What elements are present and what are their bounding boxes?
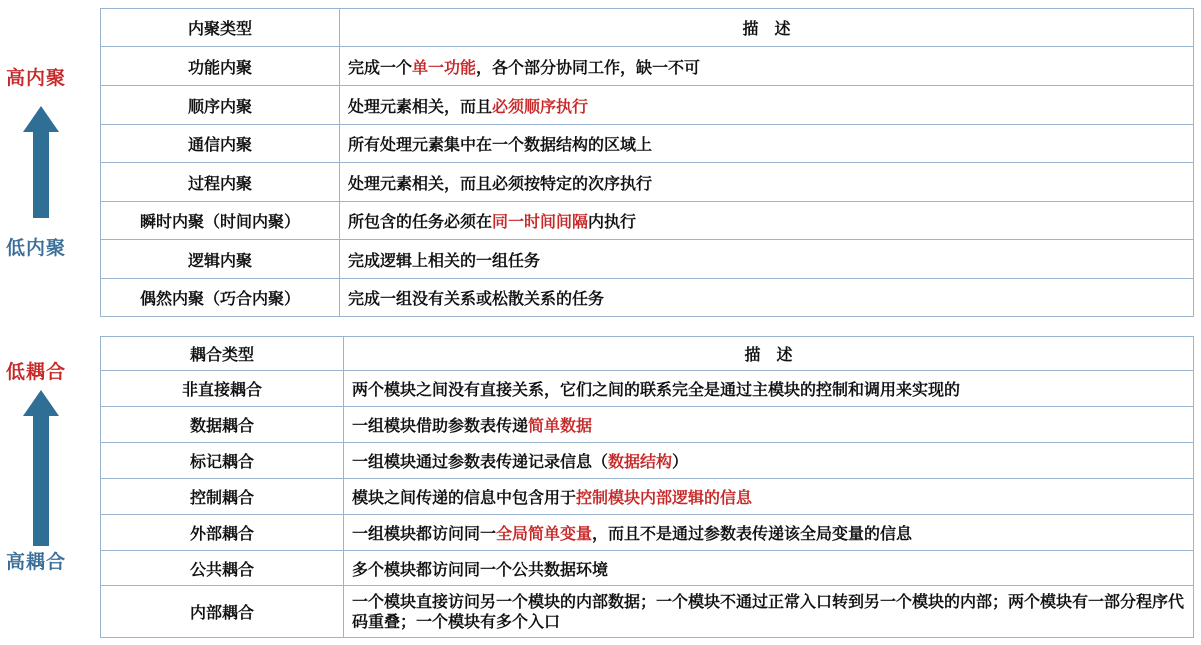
highlighted-text: 必须顺序执行 <box>492 96 589 116</box>
row-type-cell: 公共耦合 <box>101 551 344 586</box>
coupling-table <box>100 336 1194 638</box>
desc-text: ） <box>672 452 689 471</box>
desc-text: 所包含的任务必须在 <box>348 212 493 231</box>
high-cohesion-label: 高内聚 <box>6 67 67 89</box>
table-row <box>101 47 1194 86</box>
row-desc-cell <box>344 479 1194 515</box>
row-type-cell: 逻辑内聚 <box>101 240 340 279</box>
highlighted-text: 单一功能 <box>412 57 477 77</box>
desc-text: 一组模块都访问同一 <box>352 524 497 543</box>
row-desc-cell <box>340 86 1194 125</box>
row-type-cell: 内部耦合 <box>101 586 344 638</box>
table-row <box>101 86 1194 125</box>
up-arrow-icon <box>11 104 71 219</box>
row-desc-cell <box>344 586 1194 638</box>
cohesion-desc-header: 描 述 <box>340 9 1194 47</box>
table-row <box>101 586 1194 638</box>
desc-text: 内执行 <box>588 212 637 231</box>
table-row <box>101 515 1194 551</box>
highlighted-text: 数据结构 <box>608 452 673 471</box>
highlighted-text: 简单数据 <box>528 416 593 435</box>
row-desc-cell <box>340 279 1194 317</box>
low-cohesion-label: 低内聚 <box>6 237 67 259</box>
row-desc-cell <box>344 443 1194 479</box>
row-type-cell: 外部耦合 <box>101 515 344 551</box>
row-type-cell: 标记耦合 <box>101 443 344 479</box>
table-row <box>101 479 1194 515</box>
desc-text: 完成一个 <box>348 57 413 77</box>
desc-text: 完成逻辑上相关的一组任务 <box>348 250 541 270</box>
desc-text: 处理元素相关，而且 <box>348 96 493 116</box>
desc-text: 完成一组没有关系或松散关系的任务 <box>348 289 605 308</box>
desc-text: 模块之间传递的信息中包含用于 <box>352 488 577 507</box>
table-row <box>101 407 1194 443</box>
row-type-cell: 瞬时内聚（时间内聚） <box>101 202 340 240</box>
table-row <box>101 163 1194 202</box>
row-type-cell: 数据耦合 <box>101 407 344 443</box>
row-desc-cell <box>344 515 1194 551</box>
table-header-row <box>101 337 1194 371</box>
table-row <box>101 202 1194 240</box>
desc-text: 多个模块都访问同一个公共数据环境 <box>352 559 609 579</box>
row-desc-cell <box>344 371 1194 407</box>
row-desc-cell <box>344 407 1194 443</box>
table-row <box>101 551 1194 586</box>
row-type-cell: 偶然内聚（巧合内聚） <box>101 279 340 317</box>
desc-text: 处理元素相关，而且必须按特定的次序执行 <box>348 173 653 193</box>
row-type-cell: 过程内聚 <box>101 163 340 202</box>
low-coupling-label: 低耦合 <box>6 361 67 383</box>
table-row <box>101 279 1194 317</box>
row-type-cell: 非直接耦合 <box>101 371 344 407</box>
cohesion-table <box>100 8 1194 317</box>
table-row <box>101 125 1194 163</box>
highlighted-text: 控制模块内部逻辑的信息 <box>576 488 753 507</box>
table-row <box>101 443 1194 479</box>
row-type-cell: 功能内聚 <box>101 47 340 86</box>
row-desc-cell <box>340 202 1194 240</box>
desc-text: ，而且不是通过参数表传递该全局变量的信息 <box>592 524 913 543</box>
desc-text: ，各个部分协同工作，缺一不可 <box>476 57 701 77</box>
desc-text: 两个模块之间没有直接关系，它们之间的联系完全是通过主模块的控制和调用来实现的 <box>352 380 961 399</box>
row-type-cell: 通信内聚 <box>101 125 340 163</box>
desc-text: 一组模块借助参数表传递 <box>352 416 529 435</box>
table-row <box>101 240 1194 279</box>
high-coupling-label: 高耦合 <box>6 551 67 573</box>
row-desc-cell <box>344 551 1194 586</box>
table-row <box>101 371 1194 407</box>
cohesion-type-header: 内聚类型 <box>101 9 340 47</box>
row-desc-cell <box>340 47 1194 86</box>
highlighted-text: 全局简单变量 <box>496 524 593 543</box>
table-header-row <box>101 9 1194 47</box>
desc-text: 一组模块通过参数表传递记录信息（ <box>352 452 609 471</box>
row-desc-cell <box>340 125 1194 163</box>
row-type-cell: 顺序内聚 <box>101 86 340 125</box>
row-desc-cell <box>340 163 1194 202</box>
highlighted-text: 同一时间间隔 <box>492 212 589 231</box>
row-type-cell: 控制耦合 <box>101 479 344 515</box>
desc-text: 所有处理元素集中在一个数据结构的区域上 <box>348 135 653 154</box>
up-arrow-icon <box>11 388 71 548</box>
coupling-type-header: 耦合类型 <box>101 337 344 371</box>
coupling-desc-header: 描 述 <box>344 337 1194 371</box>
row-desc-cell <box>340 240 1194 279</box>
desc-text: 一个模块直接访问另一个模块的内部数据；一个模块不通过正常入口转到另一个模块的内部；两个模块有一部分程序代码重叠；一个模块有多个入口 <box>352 591 1185 631</box>
